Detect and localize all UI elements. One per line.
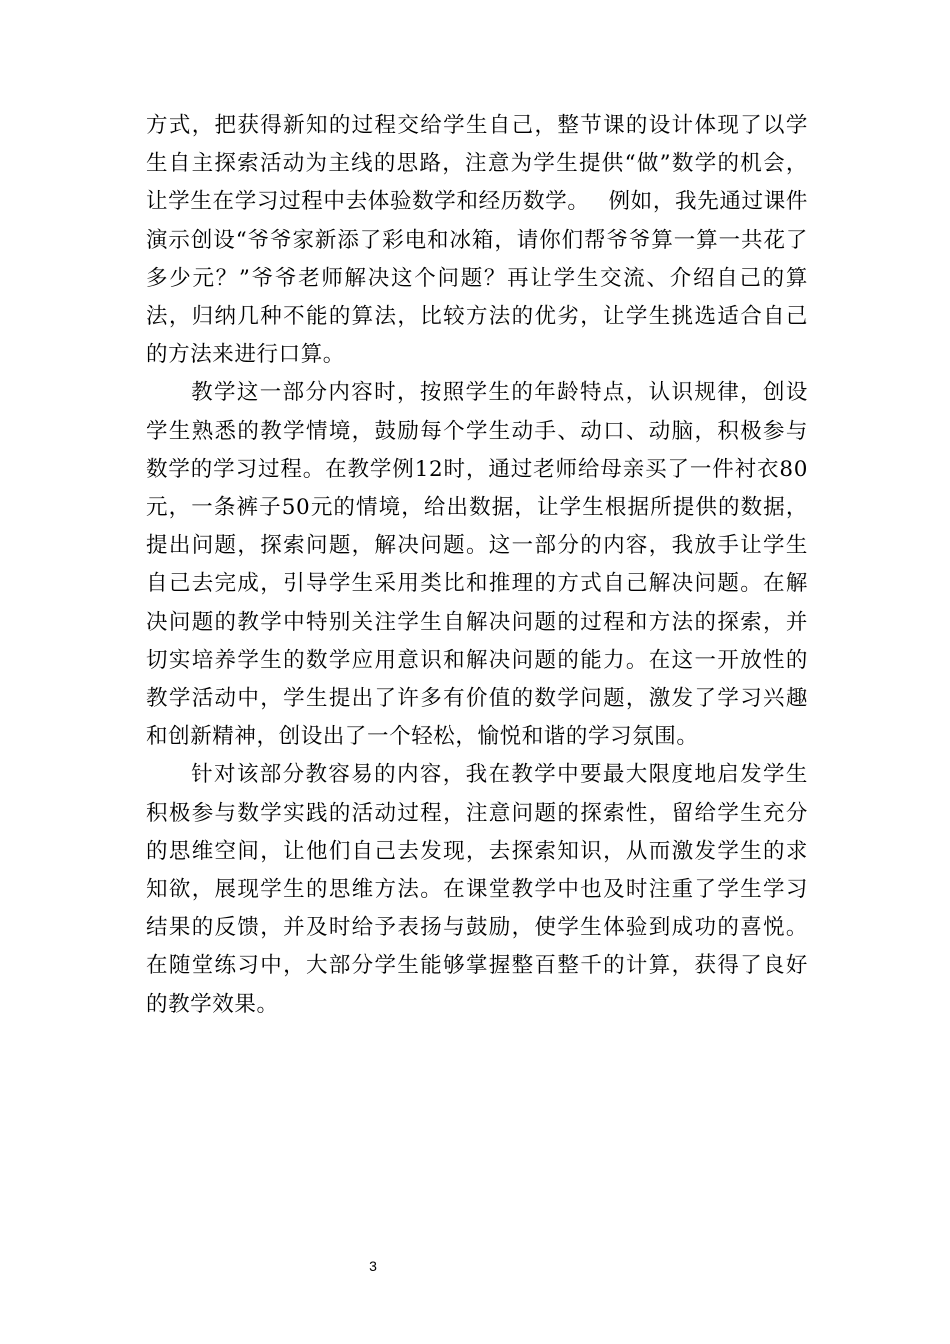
body-text [146, 107, 808, 1024]
paragraph-continuation: 方式，把获得新知的过程交给学生自己，整节课的设计体现了以学生自主探索活动为主线的思路，注意为学生提供“做”数学的机会，让学生在学习过程中去体验数学和经历数学。 例如，我先通过课件演示创设“爷爷家新添了彩电和冰箱，请你们帮爷爷算一算一共花了多少元？”爷爷老师解决这个问题？再让学生交流、介绍自己的算法，归纳几种不能的算法，比较方法的优劣，让学生挑选适合自己的方法来进行口算。 [146, 113, 808, 368]
paragraph-teaching-reflection: 针对该部分教容易的内容，我在教学中要最大限度地启发学生积极参与数学实践的活动过程，注意问题的探索性，留给学生充分的思维空间，让他们自己去发现，去探索知识，从而激发学生的求知欲，展现学生的思维方法。在课堂教学中也及时注重了学生学习结果的反馈，并及时给予表扬与鼓励，使学生体验到成功的喜悦。在随堂练习中，大部分学生能够掌握整百整千的计算，获得了良好的教学效果。 [146, 762, 808, 1017]
page-number-footer [0, 1258, 950, 1274]
paragraph-teaching-content: 教学这一部分内容时，按照学生的年龄特点，认识规律，创设学生熟悉的教学情境，鼓励每个学生动手、动口、动脑，积极参与数学的学习过程。在教学例12时，通过老师给母亲买了一件衬衣80元，一条裤子50元的情境，给出数据，让学生根据所提供的数据，提出问题，探索问题，解决问题。这一部分的内容，我放手让学生自己去完成，引导学生采用类比和推理的方式自己解决问题。在解决问题的教学中特别关注学生自解决问题的过程和方法的探索，并切实培养学生的数学应用意识和解决问题的能力。在这一开放性的教学活动中，学生提出了许多有价值的数学问题，激发了学习兴趣和创新精神，创设出了一个轻松，愉悦和谐的学习氛围。 [146, 380, 808, 750]
page-number: 3 [369, 1258, 377, 1274]
